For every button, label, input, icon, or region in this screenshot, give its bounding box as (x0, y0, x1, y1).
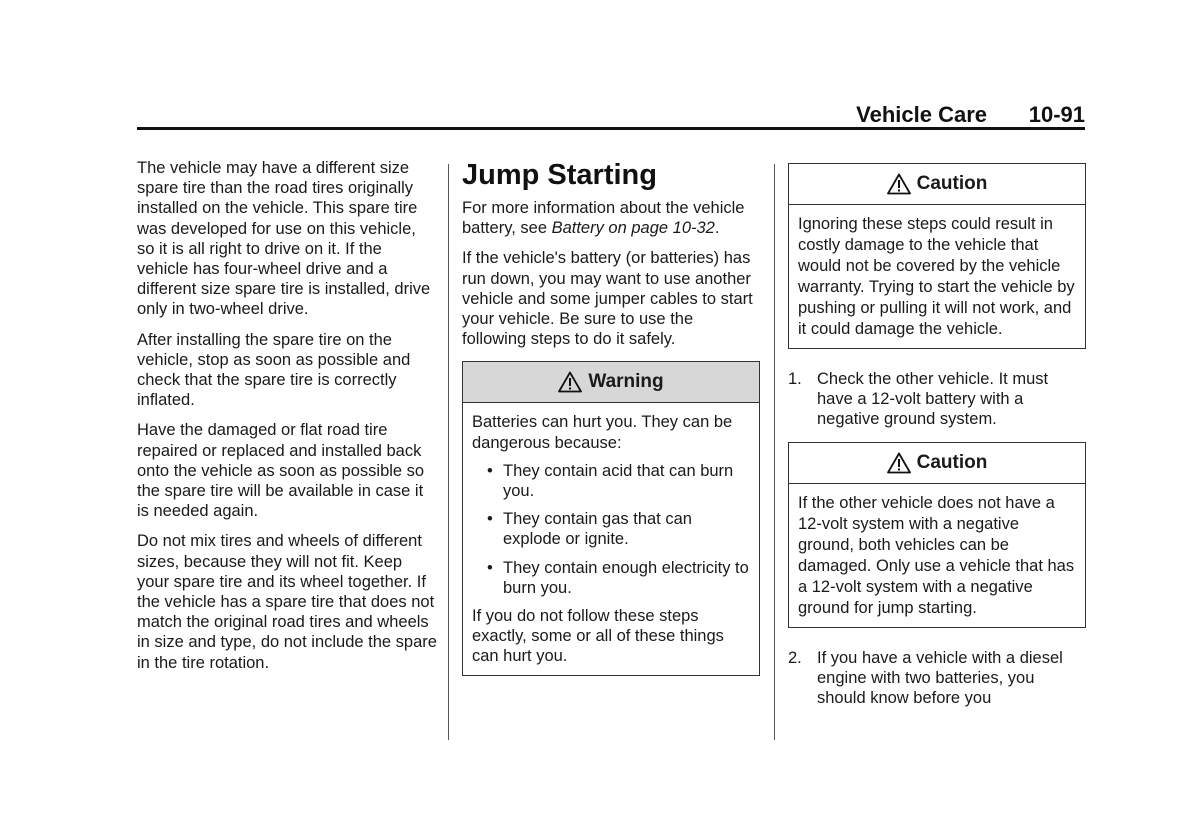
warning-box (462, 361, 760, 675)
intro-text: For more information about the vehicle battery, see (462, 199, 745, 238)
bullet-text: They contain gas that can explode or ignite. (503, 510, 692, 549)
warning-triangle-icon (558, 371, 582, 393)
paragraph: Do not mix tires and wheels of different sizes, because they will not fit. Keep your spare tire and its wheel together. If the vehicle has a spare tire that does not match the original road tires and wheels in size and type, do not include the spare in the tire rotation. (137, 532, 437, 672)
step-list (788, 648, 1086, 709)
caution-text: Ignoring these steps could result in costly damage to the vehicle that would not be covered by the vehicle warranty. Trying to start the vehicle by pushing or pulling it will not work, and it could damage the vehicle. (798, 215, 1075, 338)
list-item (472, 461, 750, 501)
warning-body (463, 403, 759, 674)
section-title: Vehicle Care (856, 102, 987, 127)
warning-label: Warning (588, 371, 664, 393)
bullet-text: They contain acid that can burn you. (503, 461, 734, 501)
intro-suffix: . (714, 219, 720, 238)
column-2 (462, 158, 760, 676)
list-item (788, 648, 1086, 709)
caution-label: Caution (916, 172, 988, 194)
column-divider (448, 164, 449, 740)
paragraph: The vehicle may have a different size spare tire than the road tires originally installed on the vehicle. This spare tire was developed for use on this vehicle, so it is all right to drive on it. If the vehicle has four-wheel drive and a different size spare tire is installed, drive only in two-wheel drive. (137, 159, 431, 319)
column-divider (774, 164, 775, 740)
paragraph: If the vehicle's battery (or batteries) has run down, you may want to use another vehicle and some jumper cables to start your vehicle. Be sure to use the following steps to do it safely. (462, 249, 753, 349)
page-number: 10-91 (1028, 102, 1085, 127)
bullet-marker: • (487, 461, 493, 480)
caution-body (789, 205, 1085, 348)
step-number: 1. (788, 370, 802, 388)
bullet-marker: • (487, 558, 493, 577)
warning-lead: Batteries can hurt you. They can be dangerous because: (472, 413, 733, 452)
paragraph: Have the damaged or flat road tire repaired or replaced and installed back onto the vehicle as soon as possible so the spare tire will be available in case it is needed again. (137, 421, 425, 521)
warning-triangle-icon (887, 173, 911, 195)
step-number: 2. (788, 648, 802, 667)
warning-triangle-icon (887, 452, 911, 474)
column-1 (137, 158, 437, 683)
step-text: If you have a vehicle with a diesel engine with two batteries, you should know before you (817, 648, 1063, 708)
step-text: Check the other vehicle. It must have a 12-volt battery with a negative ground system. (817, 370, 1049, 429)
paragraph: After installing the spare tire on the vehicle, stop as soon as possible and check that the spare tire is correctly inflated. (137, 330, 411, 410)
column-3 (788, 163, 1086, 708)
caution-header (789, 443, 1085, 484)
caution-box (788, 163, 1086, 349)
cross-reference-link[interactable]: Battery on page 10-32 (551, 219, 715, 238)
list-item (472, 509, 750, 549)
list-item (788, 369, 1086, 430)
step-list (788, 369, 1086, 430)
bullet-text: They contain enough electricity to burn you. (503, 558, 749, 597)
caution-header (789, 164, 1085, 205)
list-item (472, 558, 750, 598)
caution-body (789, 484, 1085, 627)
bullet-marker: • (487, 510, 493, 529)
caution-label: Caution (916, 451, 988, 473)
warning-header (463, 362, 759, 403)
intro-paragraph (462, 198, 760, 238)
warning-bullet-list (472, 461, 750, 598)
section-heading: Jump Starting (462, 159, 657, 191)
page-header (137, 100, 1085, 130)
warning-closing: If you do not follow these steps exactly, some or all of these things can hurt you. (472, 607, 724, 666)
caution-box (788, 442, 1086, 628)
caution-text: If the other vehicle does not have a 12-volt system with a negative ground, both vehicles can be damaged. Only use a vehicle that has a 12-volt system with a negative ground for jump starting. (798, 493, 1075, 617)
